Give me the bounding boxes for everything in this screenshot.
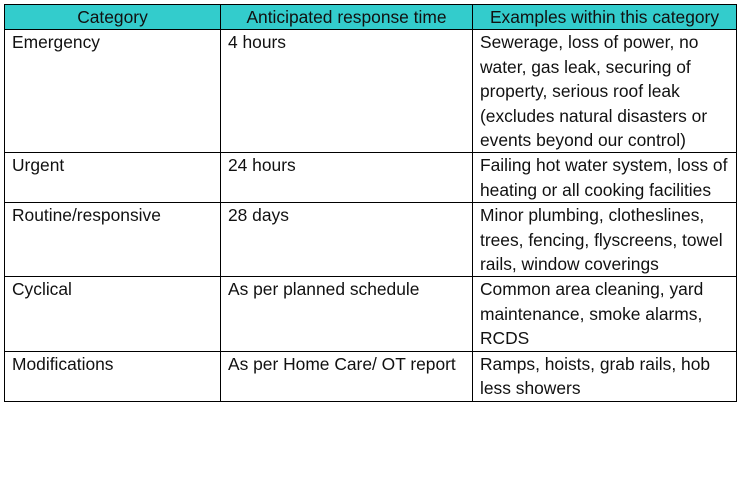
cell-category: Urgent xyxy=(5,153,221,203)
cell-response-time: As per planned schedule xyxy=(221,277,473,351)
cell-category: Modifications xyxy=(5,351,221,401)
cell-response-time: 4 hours xyxy=(221,30,473,153)
cell-examples: Minor plumbing, clotheslines, trees, fencing, flyscreens, towel rails, window coverings xyxy=(473,203,737,277)
cell-response-time: 24 hours xyxy=(221,153,473,203)
table-row-emergency xyxy=(5,30,737,153)
cell-examples: Ramps, hoists, grab rails, hob less showers xyxy=(473,351,737,401)
cell-category: Cyclical xyxy=(5,277,221,351)
header-response-time: Anticipated response time xyxy=(221,5,473,30)
cell-response-time: As per Home Care/ OT report xyxy=(221,351,473,401)
cell-category: Emergency xyxy=(5,30,221,153)
table-row-urgent xyxy=(5,153,737,203)
header-category: Category xyxy=(5,5,221,30)
table-header xyxy=(5,5,737,30)
header-examples: Examples within this category xyxy=(473,5,737,30)
table-row-routine xyxy=(5,203,737,277)
table-body xyxy=(5,30,737,401)
response-time-table xyxy=(4,4,737,402)
cell-examples: Failing hot water system, loss of heating or all cooking facilities xyxy=(473,153,737,203)
cell-examples: Sewerage, loss of power, no water, gas leak, securing of property, serious roof leak (excludes natural disasters or events beyond our control) xyxy=(473,30,737,153)
table-row-cyclical xyxy=(5,277,737,351)
header-row xyxy=(5,5,737,30)
cell-response-time: 28 days xyxy=(221,203,473,277)
cell-category: Routine/responsive xyxy=(5,203,221,277)
table-row-modifications xyxy=(5,351,737,401)
cell-examples: Common area cleaning, yard maintenance, smoke alarms, RCDS xyxy=(473,277,737,351)
